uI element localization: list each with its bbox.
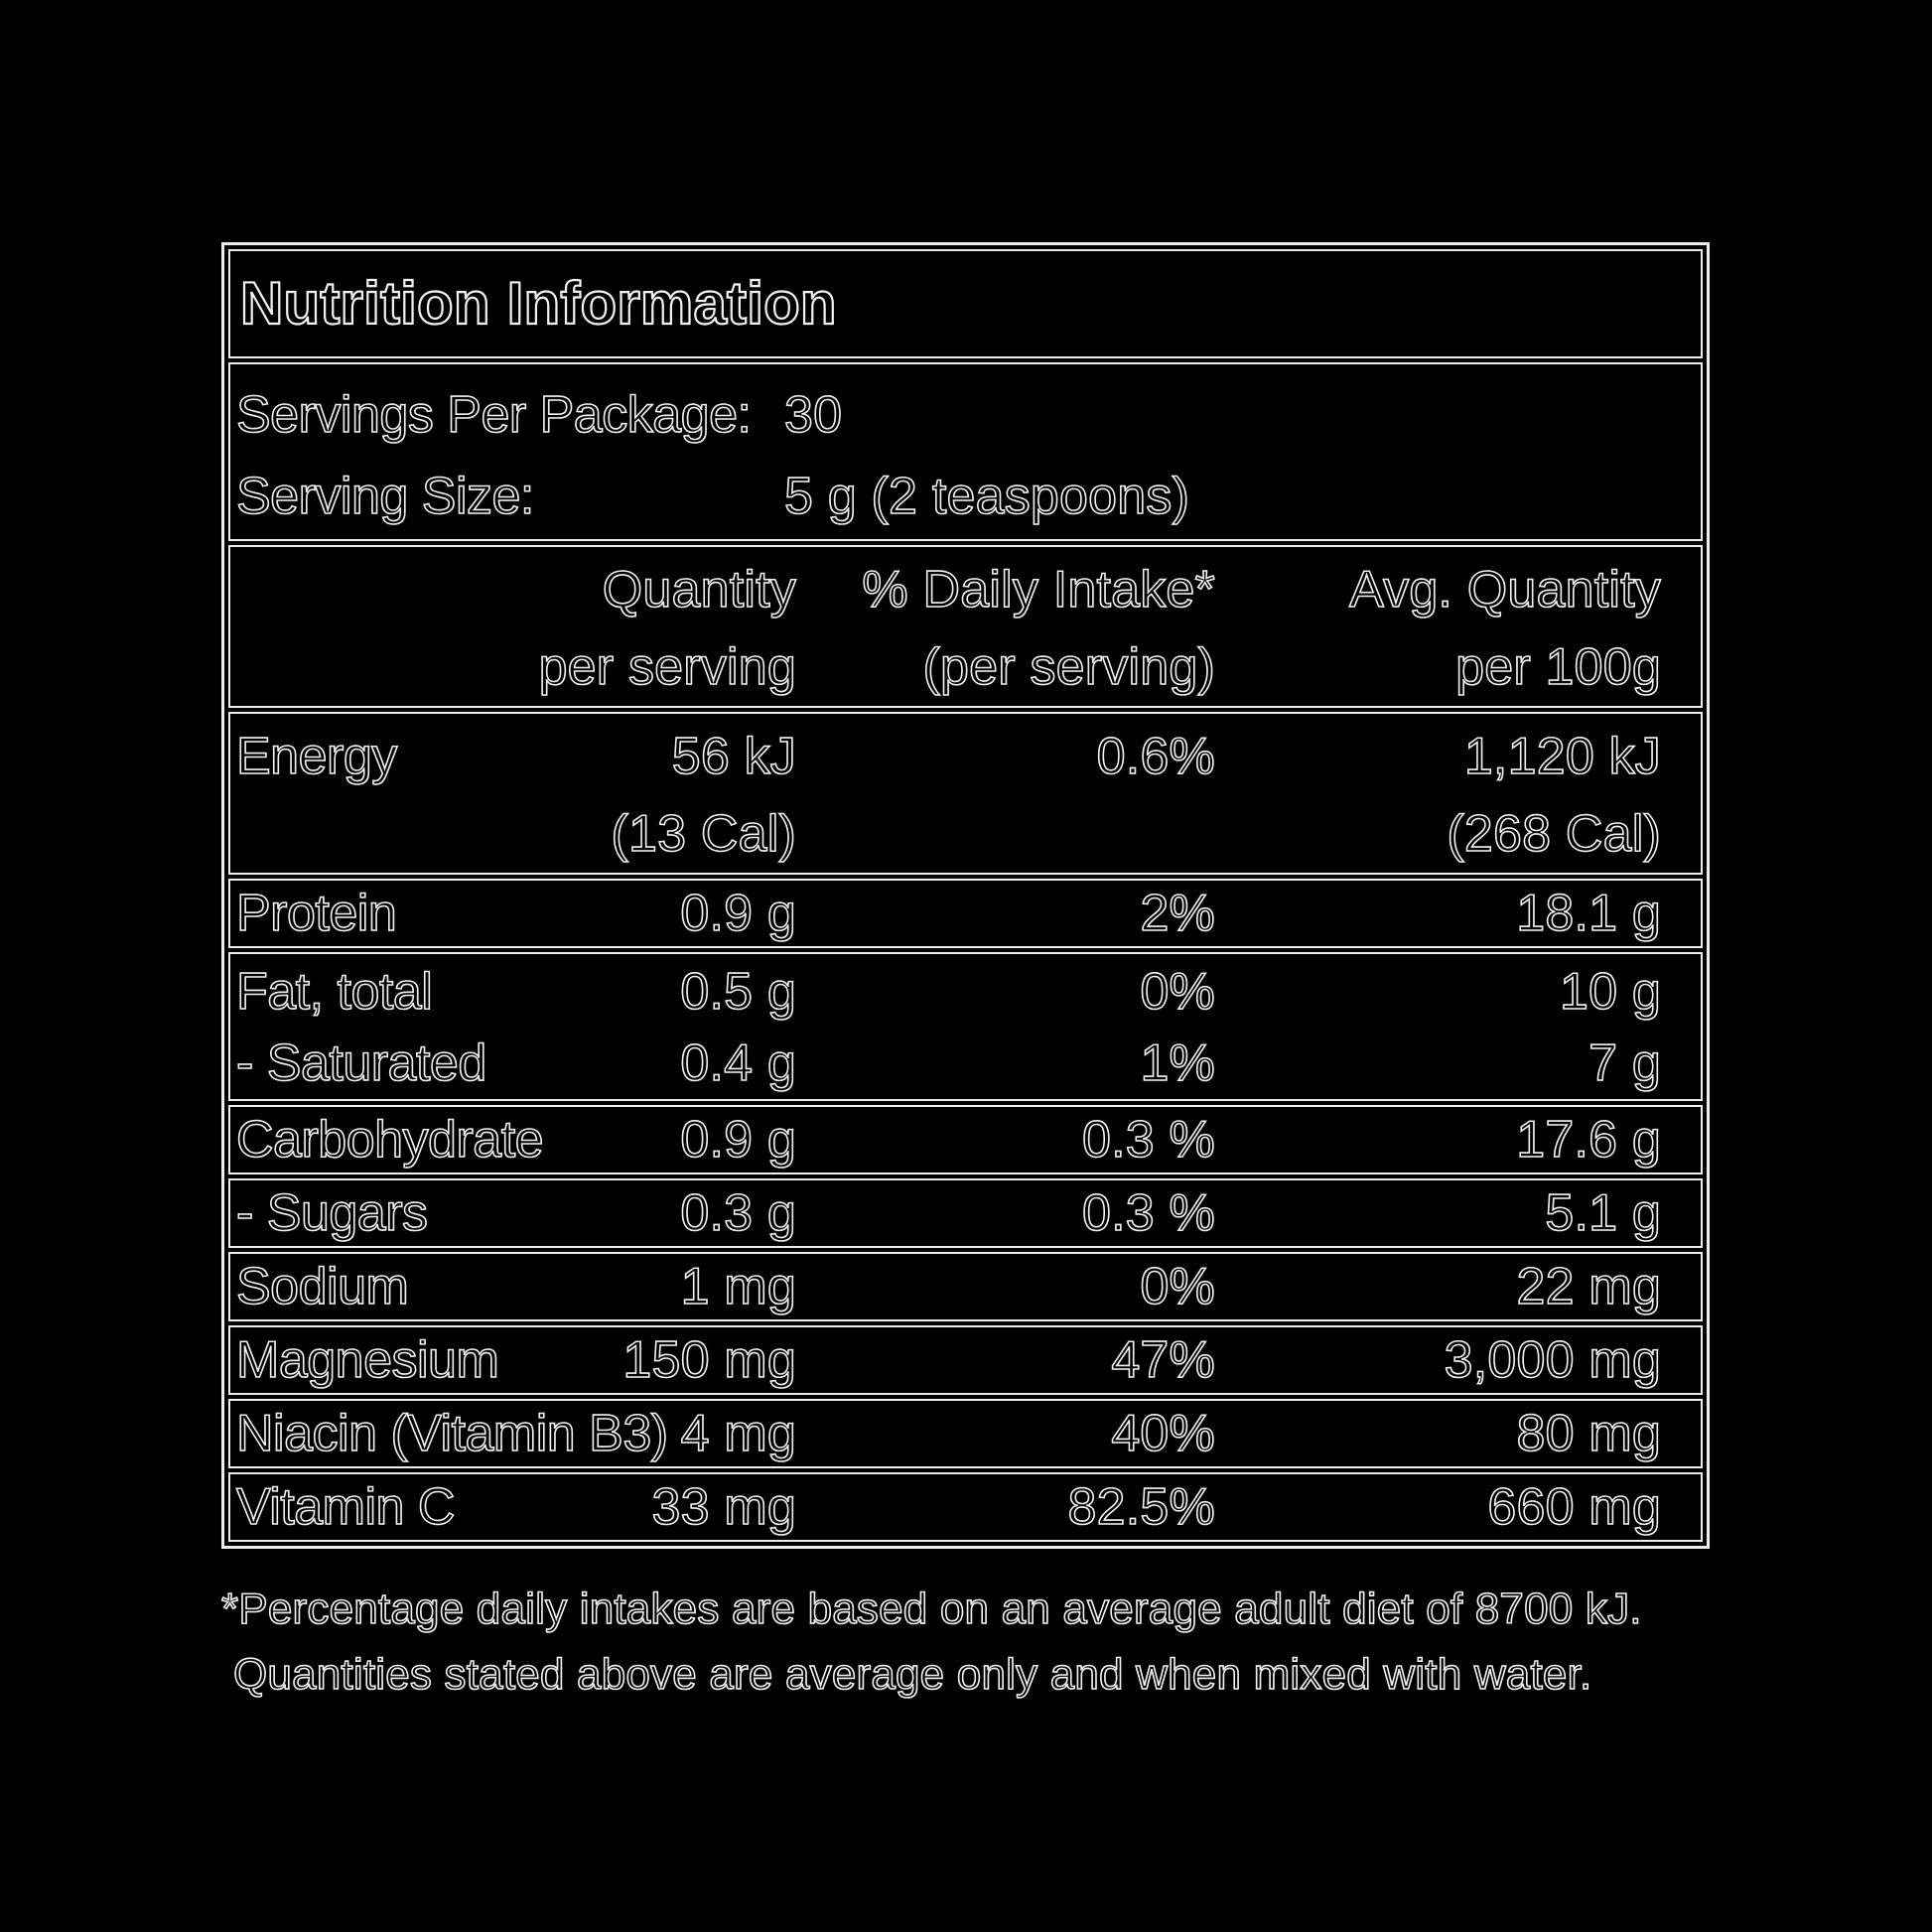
header-avg-line2: per 100g — [1455, 638, 1661, 696]
avg-per-100g: 7 g — [1588, 1035, 1661, 1092]
footnote — [221, 1577, 1755, 1708]
avg-per-100g: 10 g — [1559, 963, 1661, 1021]
header-quantity-per-serving — [539, 551, 796, 706]
header-daily-intake-line1: % Daily Intake* — [862, 561, 1215, 619]
row-saturated — [230, 1028, 1701, 1099]
panel-title: Nutrition Information — [240, 270, 837, 337]
row-protein — [228, 879, 1703, 948]
avg-per-100g-cal: (268 Cal) — [1447, 805, 1661, 863]
header-avg-per-100g — [1349, 551, 1661, 706]
quantity-per-serving: 1 mg — [680, 1258, 796, 1315]
quantity-per-serving-cal: (13 Cal) — [611, 805, 796, 863]
avg-per-100g: 1,120 kJ — [1463, 728, 1661, 785]
panel-title-box — [228, 249, 1703, 358]
servings-per-package-label: Servings Per Package: — [236, 386, 752, 444]
avg-per-100g: 17.6 g — [1516, 1111, 1661, 1169]
daily-intake-percent: 0.6% — [1096, 728, 1215, 785]
row-energy-line2 — [230, 795, 1701, 873]
column-headers — [228, 545, 1703, 708]
serving-size-row — [230, 456, 1701, 537]
daily-intake-percent: 40% — [1111, 1405, 1215, 1462]
avg-per-100g: 660 mg — [1487, 1478, 1661, 1536]
avg-per-100g: 18.1 g — [1516, 885, 1661, 942]
row-vitamin-c — [228, 1472, 1703, 1542]
daily-intake-percent: 0.3 % — [1082, 1111, 1215, 1169]
nutrient-name: - Saturated — [236, 1035, 486, 1092]
footnote-line2: Quantities stated above are average only and when mixed with water. — [233, 1650, 1592, 1699]
daily-intake-percent: 0% — [1140, 1258, 1215, 1315]
row-sodium — [228, 1252, 1703, 1321]
nutrient-name: Carbohydrate — [236, 1111, 544, 1169]
daily-intake-percent: 0% — [1140, 963, 1215, 1021]
avg-per-100g: 80 mg — [1516, 1405, 1661, 1462]
header-daily-intake-line2: (per serving) — [922, 638, 1215, 696]
servings-per-package-row — [230, 374, 1701, 456]
daily-intake-percent: 0.3 % — [1082, 1184, 1215, 1242]
nutrient-name: Magnesium — [236, 1331, 499, 1389]
avg-per-100g: 3,000 mg — [1444, 1331, 1661, 1389]
nutrition-panel — [221, 242, 1710, 1549]
nutrient-name: Energy — [236, 728, 397, 785]
nutrient-name: Vitamin C — [236, 1478, 455, 1536]
header-quantity-line1: Quantity — [602, 561, 796, 619]
row-energy-line1 — [230, 718, 1701, 795]
row-fat-total — [230, 956, 1701, 1028]
daily-intake-percent: 82.5% — [1067, 1478, 1215, 1536]
avg-per-100g: 22 mg — [1516, 1258, 1661, 1315]
row-magnesium — [228, 1325, 1703, 1395]
quantity-per-serving: 0.3 g — [680, 1184, 796, 1242]
daily-intake-percent: 1% — [1140, 1035, 1215, 1092]
serving-size-label: Serving Size: — [236, 468, 534, 525]
row-sugars — [228, 1178, 1703, 1248]
quantity-per-serving: 0.5 g — [680, 963, 796, 1021]
daily-intake-percent: 2% — [1140, 885, 1215, 942]
quantity-per-serving: 4 mg — [680, 1405, 796, 1462]
nutrient-name: Sodium — [236, 1258, 409, 1315]
quantity-per-serving: 33 mg — [651, 1478, 796, 1536]
row-fat-group — [228, 952, 1703, 1101]
nutrient-name: - Sugars — [236, 1184, 428, 1242]
servings-box — [228, 362, 1703, 541]
quantity-per-serving: 0.4 g — [680, 1035, 796, 1092]
quantity-per-serving: 56 kJ — [671, 728, 796, 785]
header-quantity-line2: per serving — [538, 638, 796, 696]
quantity-per-serving: 0.9 g — [680, 1111, 796, 1169]
header-avg-line1: Avg. Quantity — [1349, 561, 1661, 619]
nutrient-name: Protein — [236, 885, 397, 942]
servings-per-package-value: 30 — [784, 386, 843, 444]
nutrient-name: Niacin (Vitamin B3) — [236, 1405, 668, 1462]
quantity-per-serving: 0.9 g — [680, 885, 796, 942]
quantity-per-serving: 150 mg — [622, 1331, 796, 1389]
row-energy — [228, 712, 1703, 875]
header-daily-intake — [862, 551, 1215, 706]
daily-intake-percent: 47% — [1111, 1331, 1215, 1389]
nutrient-name: Fat, total — [236, 963, 433, 1021]
row-niacin — [228, 1399, 1703, 1468]
serving-size-value: 5 g (2 teaspoons) — [784, 468, 1190, 525]
row-carbohydrate — [228, 1105, 1703, 1174]
footnote-line1: *Percentage daily intakes are based on an average adult diet of 8700 kJ. — [221, 1585, 1642, 1633]
avg-per-100g: 5.1 g — [1545, 1184, 1661, 1242]
